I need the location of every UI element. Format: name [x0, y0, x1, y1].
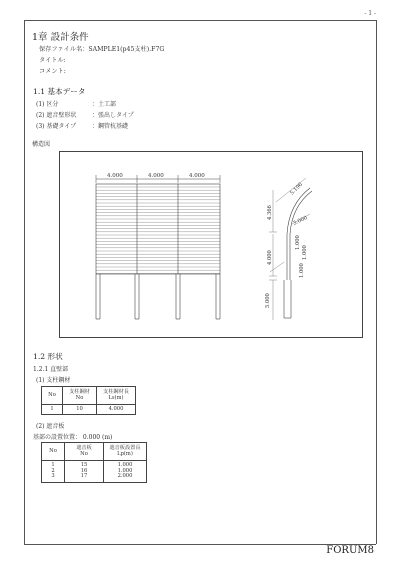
base-dim-2: 1.000: [302, 245, 308, 260]
basic-item-value: ：土工部: [92, 101, 117, 108]
header-rule: [24, 20, 376, 21]
span-dim: 4.000: [107, 173, 123, 179]
table-header: 遮音板 No: [65, 443, 104, 461]
structure-diagram: [59, 151, 363, 338]
page-frame-left: [24, 20, 25, 544]
table-header: No: [42, 443, 65, 461]
pile-length-dim: 5.000: [265, 293, 271, 308]
table-header: 支柱鋼材 No: [63, 387, 97, 405]
panel-table: [41, 442, 147, 483]
basic-item-value: ：鋼管杭基礎: [92, 123, 129, 130]
meta-filename: 保存ファイル名：SAMPLE1(p45支柱).F7G: [39, 46, 165, 53]
table-header: 遮音板設置長 Lp(m): [104, 443, 147, 461]
panel-label: (2) 遮音板: [36, 423, 65, 430]
footer-rule: [24, 544, 376, 545]
arm-length-dim: 5.196: [289, 181, 304, 197]
base-position: 基部の設置位置： 0.000 (m): [33, 434, 113, 441]
section-basic-data: 1.1 基本データ: [33, 87, 86, 96]
chapter-title: 1章 設計条件: [32, 32, 89, 43]
table-header: No: [42, 387, 63, 405]
diagram-label: 構造図: [32, 141, 51, 148]
table-cell: 1: [42, 405, 63, 415]
arm-height-dim: 4.366: [267, 205, 273, 220]
table-cell: 10: [63, 405, 97, 415]
section-shape: 1.2 形状: [33, 352, 63, 361]
meta-title: タイトル:: [39, 57, 66, 64]
offset-dim: 1.000: [295, 235, 301, 250]
basic-item-key: (2) 遮音壁形状: [36, 112, 77, 119]
table-cell: 15 16 17: [65, 461, 104, 483]
page-frame-right: [376, 20, 377, 544]
table-row: [42, 461, 147, 483]
column-table: [41, 386, 136, 415]
basic-item-key: (3) 基礎タイプ: [36, 123, 77, 130]
table-cell: 4.000: [97, 405, 136, 415]
table-header: 支柱鋼材長 Ls(m): [97, 387, 136, 405]
post-height-dim: 4.000: [267, 250, 273, 265]
table-cell: 1.000 1.000 2.000: [104, 461, 147, 483]
span-dim: 4.000: [189, 173, 205, 179]
basic-item-key: (1) 区分: [36, 101, 59, 108]
basic-item-value: ：張出しタイプ: [92, 112, 134, 119]
brand-logo: FORUM8: [326, 545, 374, 556]
arm-offset-dim: 3.000: [292, 215, 309, 227]
base-dim: 1.000: [299, 263, 305, 278]
column-label: (1) 支柱鋼材: [36, 377, 71, 384]
subsection-wall: 1.2.1 直壁部: [33, 366, 69, 373]
table-row: [42, 405, 136, 415]
span-dim: 4.000: [148, 173, 164, 179]
table-cell: 1 2 3: [42, 461, 65, 483]
meta-comment: コメント:: [39, 68, 66, 75]
page-number: - 1 -: [364, 10, 376, 17]
structure-drawing: [60, 152, 364, 339]
